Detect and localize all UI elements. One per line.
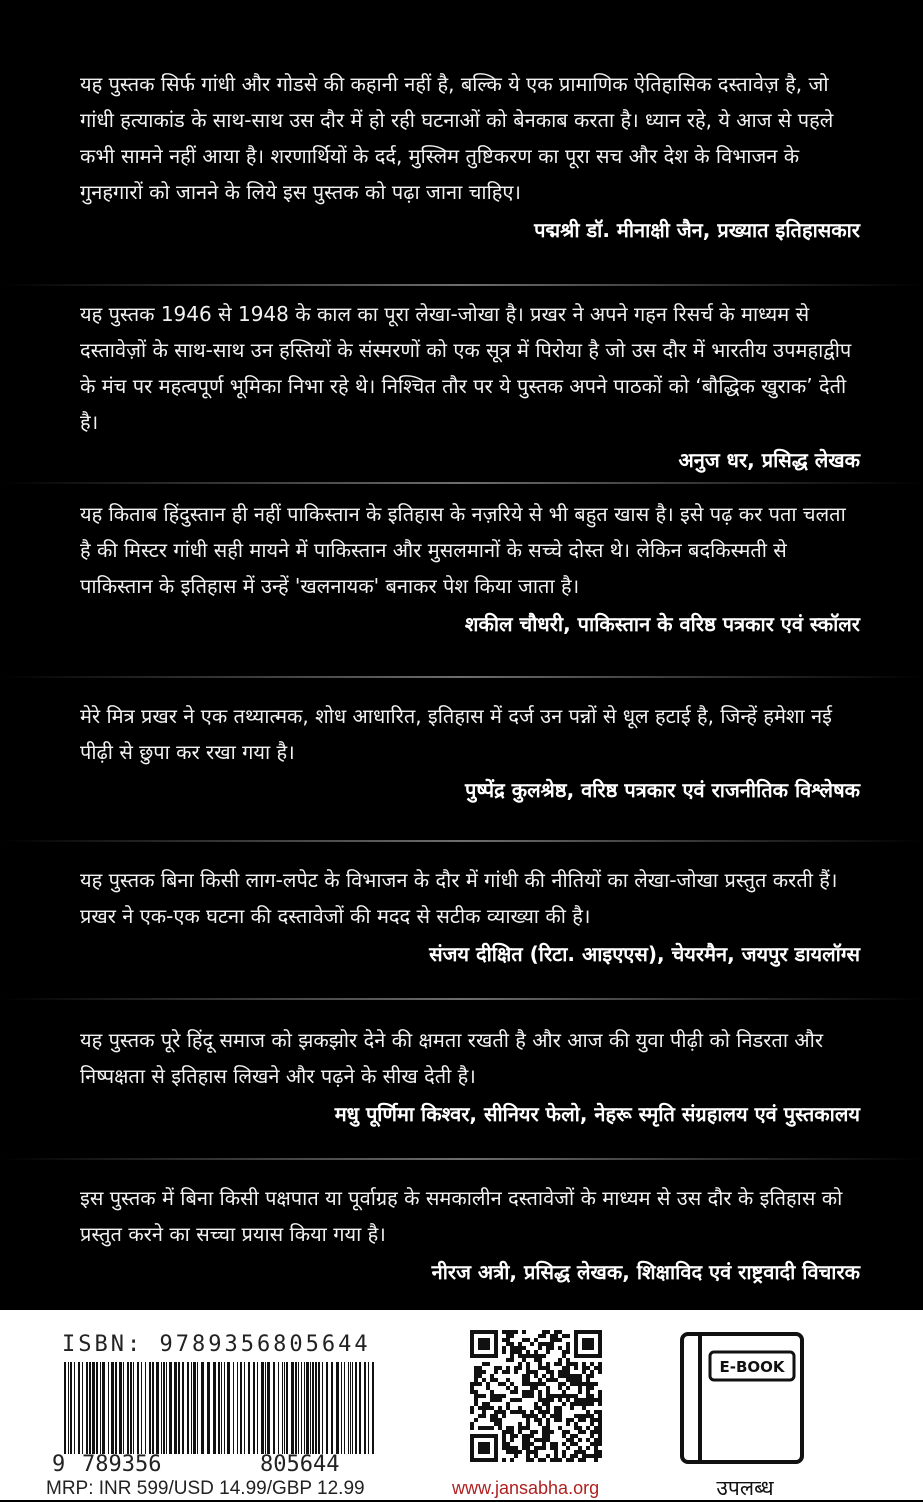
review-text: यह पुस्तक 1946 से 1948 के काल का पूरा लेखा-जोखा है। प्रखर ने अपने गहन रिसर्च के माध्यम से दस्तावेज़ों के साथ-साथ उन हस्तियों के संस्मरणों को एक सूत्र में पिरोया है जो उस दौर में भारतीय उपमहाद्वीप के मंच पर महत्वपूर्ण भूमिका निभा रहे थे। निश्चित तौर पर ये पुस्तक अपने पाठकों को ‘बौद्धिक खुराक’ देती है।: [80, 302, 852, 434]
review-7: [80, 1180, 860, 1290]
barcode-digit-group: 789356: [82, 1452, 162, 1477]
review-text: यह किताब हिंदुस्तान ही नहीं पाकिस्तान के इतिहास के नज़रिये से भी बहुत खास है। इसे पढ़ कर पता चलता है की मिस्टर गांधी सही मायने में पाकिस्तान और मुसलमानों के सच्चे दोस्त थे। लेकिन बदकिस्मती से पाकिस्तान के इतिहास में उन्हें 'खलनायक' बनाकर पेश किया जाता है।: [80, 502, 846, 598]
divider: [0, 998, 923, 1000]
barcode-icon: [62, 1362, 380, 1454]
review-4: [80, 698, 860, 808]
ebook-book-icon: [676, 1330, 808, 1470]
website-link[interactable]: www.jansabha.org: [452, 1478, 600, 1498]
barcode-digit-group: 805644: [260, 1452, 340, 1477]
ebook-badge-label: E-BOOK: [719, 1358, 785, 1376]
review-author: संजय दीक्षित (रिटा. आइएएस), चेयरमैन, जयपुर डायलॉग्स: [429, 942, 860, 966]
review-author: पुष्पेंद्र कुलश्रेष्ठ, वरिष्ठ पत्रकार एवं राजनीतिक विश्लेषक: [464, 778, 860, 802]
review-author: पद्मश्री डॉ. मीनाक्षी जैन, प्रख्यात इतिहासकार: [534, 218, 860, 242]
divider: [0, 1158, 923, 1160]
divider: [0, 840, 923, 842]
review-author: नीरज अत्री, प्रसिद्ध लेखक, शिक्षाविद एवं राष्ट्रवादी विचारक: [431, 1260, 860, 1284]
isbn-label: ISBN: 9789356805644: [62, 1332, 371, 1357]
divider: [0, 482, 923, 484]
review-author: अनुज धर, प्रसिद्ध लेखक: [678, 448, 860, 472]
review-1: [80, 66, 860, 248]
qr-code-icon[interactable]: [470, 1330, 602, 1462]
review-text: इस पुस्तक में बिना किसी पक्षपात या पूर्वाग्रह के समकालीन दस्तावेजों के माध्यम से उस दौर के इतिहास को प्रस्तुत करने का सच्चा प्रयास किया गया है।: [80, 1186, 843, 1246]
review-author: शकील चौधरी, पाकिस्तान के वरिष्ठ पत्रकार एवं स्कॉलर: [464, 612, 860, 636]
review-text: यह पुस्तक बिना किसी लाग-लपेट के विभाजन के दौर में गांधी की नीतियों का लेखा-जोखा प्रस्तुत करती हैं। प्रखर ने एक-एक घटना की दस्तावेजों की मदद से सटीक व्याख्या की है।: [80, 868, 838, 928]
footer: [0, 1310, 923, 1500]
review-6: [80, 1022, 860, 1132]
review-text: मेरे मित्र प्रखर ने एक तथ्यात्मक, शोध आधारित, इतिहास में दर्ज उन पन्नों से धूल हटाई है, जिन्हें हमेशा नई पीढ़ी से छुपा कर रखा गया है।: [80, 704, 832, 764]
ebook-available-label: उपलब्ध: [716, 1476, 774, 1500]
review-text: यह पुस्तक सिर्फ गांधी और गोडसे की कहानी नहीं है, बल्कि ये एक प्रामाणिक ऐतिहासिक दस्तावेज़ है, जो गांधी हत्याकांड के साथ-साथ उस दौर में हो रही घटनाओं को बेनकाब करता है। ध्यान रहे, ये आज से पहले कभी सामने नहीं आया है। शरणार्थियों के दर्द, मुस्लिम तुष्टिकरण का पूरा सच और देश के विभाजन के गुनहगारों को जानने के लिये इस पुस्तक को पढ़ा जाना चाहिए।: [80, 72, 834, 204]
divider: [0, 284, 923, 286]
review-2: [80, 296, 860, 478]
divider: [0, 676, 923, 678]
barcode-digit-group: 9: [52, 1452, 66, 1477]
review-5: [80, 862, 860, 972]
review-text: यह पुस्तक पूरे हिंदू समाज को झकझोर देने की क्षमता रखती है और आज की युवा पीढ़ी को निडरता और निष्पक्षता से इतिहास लिखने और पढ़ने के सीख देती है।: [80, 1028, 824, 1088]
review-author: मधु पूर्णिमा किश्वर, सीनियर फेलो, नेहरू स्मृति संग्रहालय एवं पुस्तकालय: [334, 1102, 860, 1126]
review-3: [80, 496, 860, 642]
mrp-price: MRP: INR 599/USD 14.99/GBP 12.99: [46, 1478, 365, 1499]
